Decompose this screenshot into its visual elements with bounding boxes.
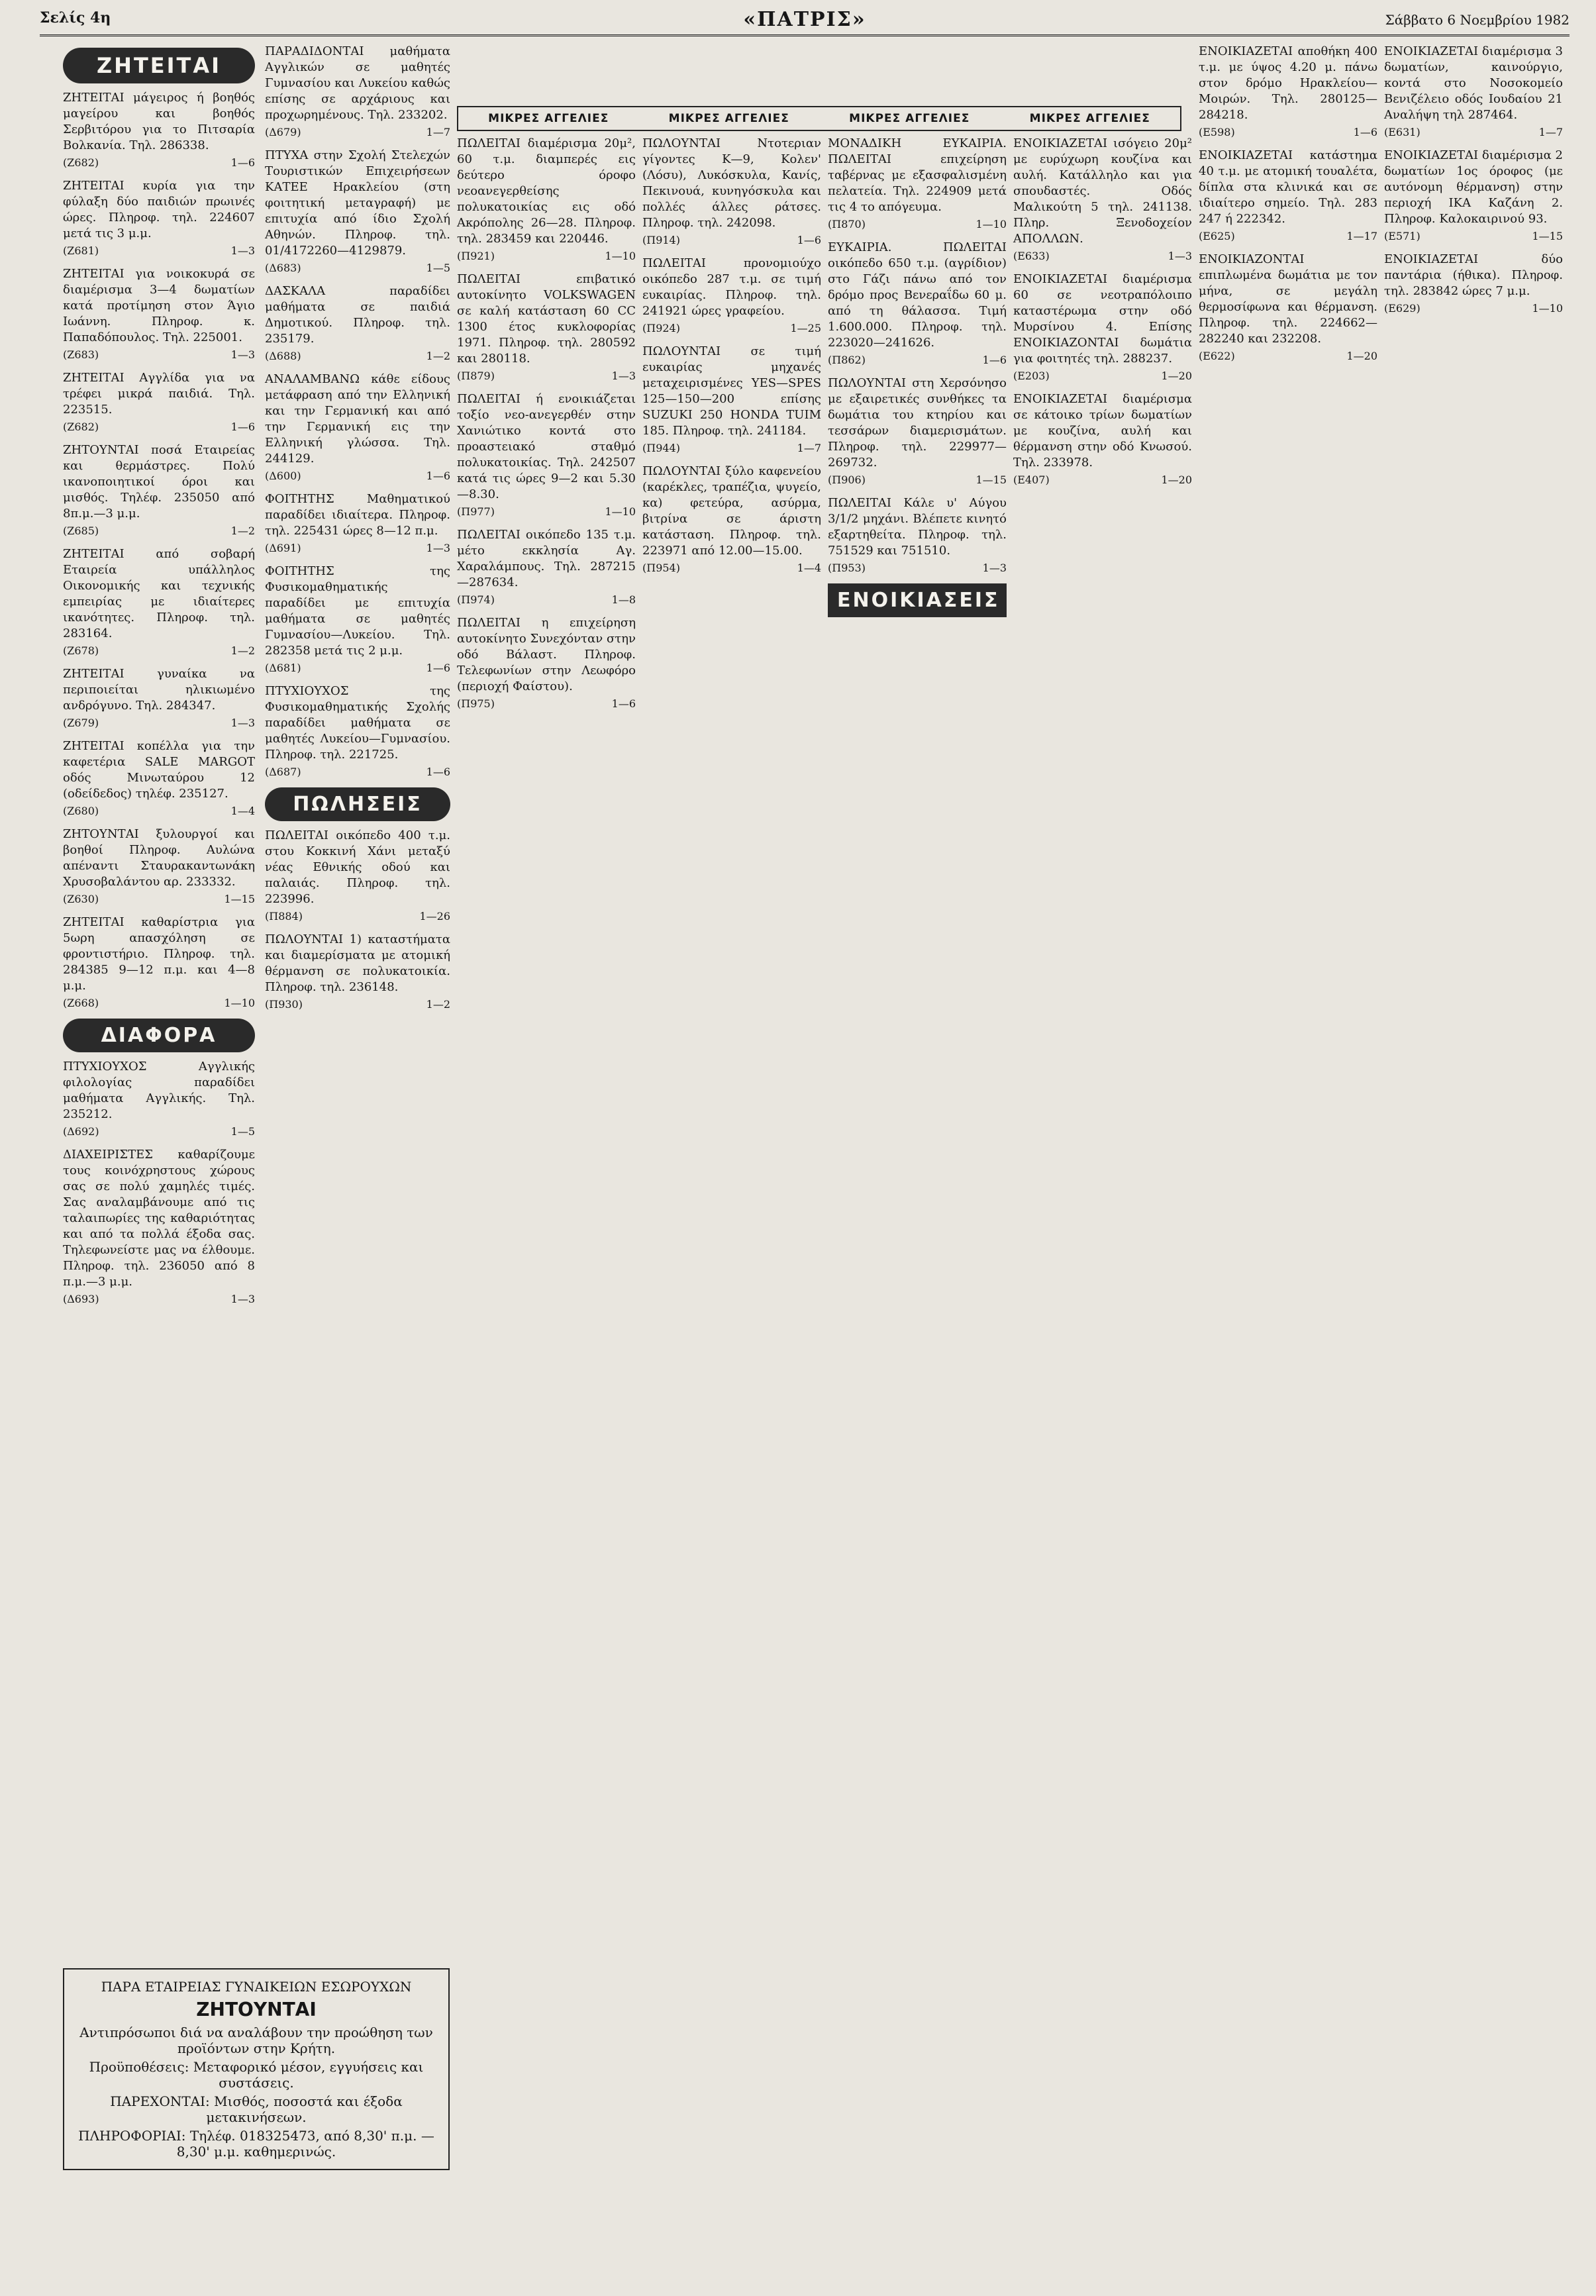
ad-code: (Π924) [642, 322, 680, 334]
section-header-poliseis: ΠΩΛΗΣΕΙΣ [265, 787, 450, 821]
classified-ad: ΦΟΙΤΗΤΗΣ της Φυσικομαθηματικής παραδίδει με επιτυχία μαθήματα σε μαθητές Γυμνασίου—Λυκείου. Τηλ. 282358 μετά τις 2 μ.μ. [265, 564, 450, 658]
ad-code: (Δ692) [63, 1125, 99, 1138]
classified-ad: ΖΗΤΕΙΤΑΙ γυναίκα να περιποιείται ηλικιωμένο ανδρόγυνο. Τηλ. 284347. [63, 667, 255, 713]
ad-run: 1—3 [611, 370, 636, 382]
ad-run: 1—7 [1538, 126, 1563, 138]
classified-ad: ΠΩΛΕΙΤΑΙ επιβατικό αυτοκίνητο VOLKSWAGEN σε καλή κατάσταση 60 CC 1300 έτος κυκλοφορίας 1971. Πληροφ. τηλ. 280592 και 280118. [457, 272, 636, 366]
ad-reference [1199, 350, 1377, 362]
promo-title: ΖΗΤΟΥΝΤΑΙ [196, 1999, 317, 2021]
ad-code: (Z630) [63, 893, 99, 905]
classified-ad: ΠΩΛΕΙΤΑΙ οικόπεδο 135 τ.μ. μέτο εκκλησία Αγ. Χαραλάμπους. Τηλ. 287215—287634. [457, 528, 636, 589]
ad-reference [457, 593, 636, 606]
ad-code: (Π953) [828, 562, 866, 574]
ad-reference [828, 474, 1007, 486]
ad-reference [63, 244, 255, 257]
ad-run: 1—3 [230, 717, 255, 729]
small-ads-label: ΜΙΚΡΕΣ ΑΓΓΕΛΙΕΣ [488, 112, 609, 125]
ad-run: 1—5 [426, 262, 450, 274]
ad-code: (Π930) [265, 998, 303, 1011]
ad-run: 1—2 [426, 998, 450, 1011]
ad-run: 1—5 [230, 1125, 255, 1138]
ad-reference [63, 1125, 255, 1138]
classified-ad: ΖΗΤΟΥΝΤΑΙ ποσά Εταιρείας και θερμάστρες. Πολύ ικανοποιητικοί όροι και μισθός. Τηλέφ. 235050 από 8π.μ.—3 μ.μ. [63, 443, 255, 521]
classified-ad: ΜΟΝΑΔΙΚΗ ΕΥΚΑΙΡΙΑ. ΠΩΛΕΙΤΑΙ επιχείρηση ταβέρνας με εξασφαλισμένη πελατεία. Τηλ. 224909 μετά τις 4 το απόγευμα. [828, 136, 1007, 214]
classified-ad: ΠΩΛΟΥΝΤΑΙ 1) καταστήματα και διαμερίσματα με ατομική θέρμανση σε πολυκατοικία. Πληροφ. τηλ. 236148. [265, 932, 450, 994]
ad-code: (Π975) [457, 697, 495, 710]
ad-run: 1—15 [975, 474, 1007, 486]
ad-code: (Π914) [642, 234, 680, 246]
ad-run: 1—2 [230, 524, 255, 537]
classified-ad: ΠΩΛΟΥΝΤΑΙ ξύλο καφενείου (καρέκλες, τραπέζια, ψυγείο, κα) φετεύρα, ασύρμα, βιτρίνα σε άριστη κατάσταση. Πληροφ. τηλ. 223971 από 12.00—15.00. [642, 464, 821, 558]
classified-ad: ΠΩΛΕΙΤΑΙ διαμέρισμα 20μ², 60 τ.μ. διαμπερές εις δεύτερο όροφο νεοανεγερθείσης πολυκατοικίας εις οδό Ακρόπολης 26—28. Πληροφ. τηλ. 283459 και 220446. [457, 136, 636, 246]
ad-reference [642, 562, 821, 574]
ad-run: 1—6 [426, 766, 450, 778]
ad-code: (Z678) [63, 644, 99, 657]
ad-code: (E633) [1013, 250, 1050, 262]
classified-ad: ΠΑΡΑΔΙΔΟΝΤΑΙ μαθήματα Αγγλικών σε μαθητές Γυμνασίου και Λυκείου καθώς επίσης σε αρχάριους και προχωρημένους. Τηλ. 233202. [265, 44, 450, 122]
ad-run: 1—6 [230, 421, 255, 433]
ad-run: 1—7 [797, 442, 821, 454]
ad-reference [642, 442, 821, 454]
column-3 [457, 136, 636, 719]
ad-run: 1—17 [1346, 230, 1377, 242]
page-number: Σελίς 4η [40, 9, 111, 26]
ad-reference [828, 562, 1007, 574]
ad-run: 1—20 [1161, 370, 1192, 382]
masthead [40, 0, 1570, 46]
ad-reference [63, 421, 255, 433]
classified-ad: ΠΩΛΕΙΤΑΙ Κάλε υ' Αύγου 3/1/2 μηχάνι. Βλέπετε κινητό εξαρτηθείτα. Πληροφ. τηλ. 751529 και 751510. [828, 496, 1007, 558]
ad-code: (Z668) [63, 997, 99, 1009]
ad-code: (Π954) [642, 562, 680, 574]
ad-code: (Z679) [63, 717, 99, 729]
ad-reference [63, 644, 255, 657]
ad-reference [63, 1293, 255, 1305]
ad-run: 1—6 [1353, 126, 1377, 138]
column-5 [828, 136, 1007, 624]
classified-ad: ΕΝΟΙΚΙΑΖΟΝΤΑΙ επιπλωμένα δωμάτια με τον μήνα, σε μεγάλη θερμοσίφωνα και θέρμανση. Πληροφ. τηλ. 224662—282240 και 232208. [1199, 252, 1377, 346]
ad-reference [1199, 230, 1377, 242]
ad-reference [63, 156, 255, 169]
ad-run: 1—3 [230, 348, 255, 361]
classified-ad: ΠΩΛΕΙΤΑΙ η επιχείρηση αυτοκίνητο Συνεχόνταν στην οδό Βάλαστ. Πληροφ. Τελεφωνίων στην Λεωφόρο (περιοχή Φαίστου). [457, 616, 636, 693]
column-7 [1199, 44, 1377, 372]
ad-reference [457, 370, 636, 382]
ad-reference [63, 893, 255, 905]
ad-code: (Π974) [457, 593, 495, 606]
ad-reference [1384, 302, 1563, 315]
ad-run: 1—4 [797, 562, 821, 574]
ad-reference [265, 126, 450, 138]
ad-reference [63, 524, 255, 537]
ad-code: (E407) [1013, 474, 1050, 486]
ad-code: (Δ691) [265, 542, 301, 554]
classified-ad: ΑΝΑΛΑΜΒΑΝΩ κάθε είδους μετάφραση από την Ελληνική και την Γερμανική και από την Γερμανική εις την Ελληνική γλώσσα. Τηλ. 244129. [265, 372, 450, 466]
classified-ad: ΕΝΟΙΚΙΑΖΕΤΑΙ δύο παντάρια (ήθικα). Πληροφ. τηλ. 283842 ώρες 7 μ.μ. [1384, 252, 1563, 298]
ad-reference [828, 218, 1007, 230]
ad-run: 1—6 [426, 470, 450, 482]
ad-code: (Δ693) [63, 1293, 99, 1305]
ad-run: 1—2 [230, 644, 255, 657]
ad-reference [265, 350, 450, 362]
ad-run: 1—4 [230, 805, 255, 817]
ad-code: (E622) [1199, 350, 1235, 362]
ad-run: 1—20 [1346, 350, 1377, 362]
ad-code: (E571) [1384, 230, 1421, 242]
ad-run: 1—8 [611, 593, 636, 606]
ad-run: 1—3 [230, 244, 255, 257]
ad-code: (Π870) [828, 218, 866, 230]
ad-reference [457, 697, 636, 710]
classified-ad: ΕΝΟΙΚΙΑΖΕΤΑΙ αποθήκη 400 τ.μ. με ύψος 4.20 μ. πάνω στον δρόμο Ηρακλείου—Μοιρών. Τηλ. 280125—284218. [1199, 44, 1377, 122]
ad-run: 1—15 [1532, 230, 1563, 242]
classified-ad: ΠΤΥΧΑ στην Σχολή Στελεχών Τουριστικών Επιχειρήσεων ΚΑΤΕΕ Ηρακλείου (στη φοιτητική μεταγραφή) με επιτυχία από ίδιο Σχολή Αθηνών. Πληροφ. τηλ. 01/4172260—4129879. [265, 148, 450, 258]
ad-code: (Z681) [63, 244, 99, 257]
column-2 [265, 44, 450, 1020]
ad-reference [265, 542, 450, 554]
header-rule [40, 34, 1570, 36]
ad-code: (Δ687) [265, 766, 301, 778]
ad-code: (Z685) [63, 524, 99, 537]
ad-reference [457, 250, 636, 262]
ad-reference [457, 505, 636, 518]
ad-run: 1—6 [426, 662, 450, 674]
ad-code: (Δ688) [265, 350, 301, 362]
ad-reference [63, 997, 255, 1009]
classified-ad: ΔΑΣΚΑΛΑ παραδίδει μαθήματα σε παιδιά Δημοτικού. Πληροφ. τηλ. 235179. [265, 284, 450, 346]
ad-code: (Π862) [828, 354, 866, 366]
ad-reference [265, 910, 450, 923]
column-6 [1013, 136, 1192, 495]
classified-ad: ΕΝΟΙΚΙΑΖΕΤΑΙ διαμέρισμα σε κάτοικο τρίων δωματίων με κουζίνα, αυλή και θέρμανση στην οδό Κνωσού. Τηλ. 233978. [1013, 392, 1192, 470]
ad-reference [1199, 126, 1377, 138]
ad-run: 1—3 [1168, 250, 1192, 262]
classified-ad: ΖΗΤΕΙΤΑΙ για νοικοκυρά σε διαμέρισμα 3—4 δωματίων κατά προτίμηση στον Άγιο Ιωάννη. Πληροφ. κ. Παπαδόπουλος. Τηλ. 225001. [63, 267, 255, 344]
promo-line: Προϋποθέσεις: Μεταφορικό μέσον, εγγυήσεις και συστάσεις. [89, 2059, 424, 2091]
ad-run: 1—25 [790, 322, 821, 334]
section-header-enoikiaseis: ΕΝΟΙΚΙΑΣΕΙΣ [828, 583, 1007, 617]
promo-line: ΠΑΡΑ ΕΤΑΙΡΕΙΑΣ ΓΥΝΑΙΚΕΙΩΝ ΕΣΩΡΟΥΧΩΝ [101, 1979, 412, 1995]
column-8 [1384, 44, 1563, 324]
ad-run: 1—10 [224, 997, 255, 1009]
ad-run: 1—6 [982, 354, 1007, 366]
ad-reference [265, 262, 450, 274]
ad-code: (Δ683) [265, 262, 301, 274]
ad-reference [1013, 250, 1192, 262]
ad-run: 1—15 [224, 893, 255, 905]
ad-run: 1—20 [1161, 474, 1192, 486]
classified-ad: ΔΙΑΧΕΙΡΙΣΤΕΣ καθαρίζουμε τους κοινόχρηστους χώρους σας σε πολύ χαμηλές τιμές. Σας αναλαμβάνουμε από τις ταλαιπωρίες της καθαριότητας και από τα πολλά έξοδα σας. Τηλεφωνείστε μας να έλθουμε. Πληροφ. τηλ. 236050 από 8 π.μ.—3 μ.μ. [63, 1148, 255, 1289]
ad-code: (Π977) [457, 505, 495, 518]
ad-code: (Π884) [265, 910, 303, 923]
classified-ad: ΖΗΤΕΙΤΑΙ κοπέλλα για την καφετέρια SALE MARGOT οδός Μινωταύρου 12 (οδείδεδος) τηλέφ. 235127. [63, 739, 255, 801]
ad-reference [642, 234, 821, 246]
ad-code: (Π921) [457, 250, 495, 262]
ad-reference [63, 805, 255, 817]
ad-code: (Δ679) [265, 126, 301, 138]
promo-line: ΠΛΗΡΟΦΟΡΙΑΙ: Τηλέφ. 018325473, από 8,30' π.μ. — 8,30' μ.μ. καθημερινώς. [78, 2128, 434, 2160]
small-ads-label: ΜΙΚΡΕΣ ΑΓΓΕΛΙΕΣ [849, 112, 970, 125]
ad-reference [1384, 126, 1563, 138]
ad-run: 1—3 [230, 1293, 255, 1305]
promo-line: Αντιπρόσωποι διά να αναλάβουν την προώθηση των προϊόντων στην Κρήτη. [79, 2024, 433, 2056]
column-1 [63, 44, 255, 1315]
promo-box [63, 1968, 450, 2170]
ad-code: (E625) [1199, 230, 1235, 242]
ad-run: 1—10 [605, 250, 636, 262]
ad-run: 1—6 [611, 697, 636, 710]
classified-ad: ΠΩΛΕΙΤΑΙ οικόπεδο 400 τ.μ. στου Κοκκινή Χάνι μεταξύ νέας Εθνικής οδού και παλαιάς. Πληροφ. τηλ. 223996. [265, 828, 450, 906]
ad-run: 1—3 [426, 542, 450, 554]
ad-code: (Δ681) [265, 662, 301, 674]
classified-ad: ΕΝΟΙΚΙΑΖΕΤΑΙ διαμέρισμα 2 δωματίων 1ος όροφος (με αυτόνομη θέρμανση) στην περιοχή ΙΚΑ Καζάνη 2. Πληροφ. Καλοκαιρινού 93. [1384, 148, 1563, 226]
ad-reference [265, 470, 450, 482]
ad-reference [1384, 230, 1563, 242]
classified-ad: ΠΩΛΟΥΝΤΑΙ Ντοτεριαν γίγοντες Κ—9, Κολεν' (Λόσυ), Λυκόσκυλα, Κανίς, Πεκινουά, κυνηγόσκυλα και πολλές άλλες ράτσες. Πληροφ. τηλ. 242098. [642, 136, 821, 230]
small-ads-label: ΜΙΚΡΕΣ ΑΓΓΕΛΙΕΣ [668, 112, 789, 125]
classified-ad: ΠΤΥΧΙΟΥΧΟΣ της Φυσικομαθηματικής Σχολής παραδίδει μαθήματα σε μαθητές Λυκείου—Γυμνασίου. Πληροφ. τηλ. 221725. [265, 684, 450, 762]
ad-run: 1—7 [426, 126, 450, 138]
classified-ad: ΦΟΙΤΗΤΗΣ Μαθηματικού παραδίδει ιδιαίτερα. Πληροφ. τηλ. 225431 ώρες 8—12 π.μ. [265, 492, 450, 538]
ad-code: (Z680) [63, 805, 99, 817]
ad-run: 1—10 [975, 218, 1007, 230]
ad-reference [63, 348, 255, 361]
classified-ad: ΖΗΤΕΙΤΑΙ καθαρίστρια για 5ωρη απασχόληση σε φροντιστήριο. Πληροφ. τηλ. 284385 9—12 π.μ. και 4—8 μ.μ. [63, 915, 255, 993]
ad-reference [265, 766, 450, 778]
ad-reference [1013, 474, 1192, 486]
classified-ad: ΖΗΤΕΙΤΑΙ κυρία για την φύλαξη δύο παιδιών πρωινές ώρες. Πληροφ. τηλ. 224607 μετά τις 3 μ.μ. [63, 179, 255, 240]
classified-ad: ΠΩΛΟΥΝΤΑΙ στη Χερσόνησο με εξαιρετικές συνθήκες τα δωμάτια του κτηρίου και τεσσάρων διαμερισμάτων. Πληροφ. τηλ. 229977—269732. [828, 376, 1007, 470]
ad-code: (E631) [1384, 126, 1421, 138]
classified-ad: ΕΝΟΙΚΙΑΖΕΤΑΙ διαμέρισμα 3 δωματίων, καινούργιο, κοντά στο Νοσοκομείο Βενιζέλειο οδός Ιουδαίου 21 Αναλήψη τηλ 287464. [1384, 44, 1563, 122]
issue-date: Σάββατο 6 Νοεμβρίου 1982 [1385, 12, 1570, 28]
ad-reference [63, 717, 255, 729]
classified-ad: ΕΝΟΙΚΙΑΖΕΤΑΙ διαμέρισμα 60 σε νεοτραπόλοιπο καταστέρωμα στην οδό Μυρσίνου 4. Επίσης ΕΝΟΙΚΙΑΖΟΝΤΑΙ δωμάτια για φοιτητές τηλ. 288237. [1013, 272, 1192, 366]
column-4 [642, 136, 821, 583]
ad-code: (Π906) [828, 474, 866, 486]
section-header-diafora: ΔΙΑΦΟΡΑ [63, 1019, 255, 1052]
ad-code: (Z683) [63, 348, 99, 361]
ad-run: 1—6 [797, 234, 821, 246]
ad-reference [265, 998, 450, 1011]
classified-ad: ΠΩΛΕΙΤΑΙ ή ενοικιάζεται τοξίο νεο-ανεγερθέν στην Χανιώτικο κοντά στο προαστειακό σταθμό πολυκατοικίας. Τηλ. 242507 κατά τις ώρες 9—2 και 5.30—8.30. [457, 392, 636, 501]
ad-code: (Π944) [642, 442, 680, 454]
classified-ad: ΕΥΚΑΙΡΙΑ. ΠΩΛΕΙΤΑΙ οικόπεδο 650 τ.μ. (αγρίδιον) στο Γάζι πάνω από τον δρόμο πρoς Βενεραΐδω 60 μ. από τη θάλασσα. Τιμή 1.600.000. Πληροφ. τηλ. 223020—241626. [828, 240, 1007, 350]
classified-ad: ΠΩΛΕΙΤΑΙ προνομιούχο οικόπεδο 287 τ.μ. σε τιμή ευκαιρίας. Πληροφ. τηλ. 241921 ώρες γραφείου. [642, 256, 821, 318]
classified-ad: ΠΩΛΟΥΝΤΑΙ σε τιμή ευκαιρίας μηχανές μεταχειρισμένες YES—SPES 125—150—200 επίσης SUZUKI 250 HONDA TUIM 185. Πληροφ. τηλ. 241184. [642, 344, 821, 438]
newspaper-title: «ΠΑΤΡΙΣ» [743, 8, 866, 31]
ad-run: 1—26 [419, 910, 450, 923]
ad-reference [265, 662, 450, 674]
small-ads-label: ΜΙΚΡΕΣ ΑΓΓΕΛΙΕΣ [1029, 112, 1150, 125]
classified-ad: ΕΝΟΙΚΙΑΖΕΤΑΙ κατάστημα 40 τ.μ. με ατομική τουαλέτα, δίπλα στα κλινικά και σε ιδιαίτερο σημείο. Τηλ. 283 247 ή 222342. [1199, 148, 1377, 226]
ad-run: 1—10 [605, 505, 636, 518]
promo-line: ΠΑΡΕΧΟΝΤΑΙ: Μισθός, ποσοστά και έξοδα μετακινήσεων. [110, 2093, 403, 2125]
classified-ad: ΖΗΤΕΙΤΑΙ από σοβαρή Εταιρεία υπάλληλος Οικονομικής και τεχνικής εμπειρίας με ιδιαίτερες ικανότητες. Πληροφ. τηλ. 283164. [63, 547, 255, 640]
ad-reference [1013, 370, 1192, 382]
ad-run: 1—10 [1532, 302, 1563, 315]
ad-reference [828, 354, 1007, 366]
ad-code: (Z682) [63, 156, 99, 169]
ad-run: 1—6 [230, 156, 255, 169]
ad-code: (E203) [1013, 370, 1050, 382]
classified-ad: ΠΤΥΧΙΟΥΧΟΣ Αγγλικής φιλολογίας παραδίδει μαθήματα Αγγλικής. Τηλ. 235212. [63, 1060, 255, 1121]
ad-code: (E629) [1384, 302, 1421, 315]
ad-code: (Δ600) [265, 470, 301, 482]
section-header-zitountai: ΖΗΤΕΙΤΑΙ [63, 48, 255, 83]
classified-ad: ΕΝΟΙΚΙΑΖΕΤΑΙ ισόγειο 20μ² με ευρύχωρη κουζίνα και αυλή. Κατάλληλο και για σπουδαστές. Οδός Μαλικούτη 5 τηλ. 241138. Πληρ. Ξενοδοχείον ΑΠΟΛΛΩΝ. [1013, 136, 1192, 246]
ad-run: 1—2 [426, 350, 450, 362]
classified-ad: ΖΗΤΕΙΤΑΙ μάγειρος ή βοηθός μαγείρου και βοηθός Σερβιτόρου για το Πιτσαρία Βολκανία. Τηλ. 286338. [63, 91, 255, 152]
classified-ad: ΖΗΤΟΥΝΤΑΙ ξυλουργοί και βοηθοί Πληροφ. Αυλώνα απέναντι Σταυρακαντωνάκη Χρυσοβαλάντου αρ. 233332. [63, 827, 255, 889]
ad-code: (E598) [1199, 126, 1235, 138]
small-ads-header [457, 106, 1181, 131]
ad-reference [642, 322, 821, 334]
ad-code: (Z682) [63, 421, 99, 433]
ad-run: 1—3 [982, 562, 1007, 574]
classified-ad: ΖΗΤΕΙΤΑΙ Αγγλίδα για να τρέφει μικρά παιδιά. Τηλ. 223515. [63, 371, 255, 417]
ad-code: (Π879) [457, 370, 495, 382]
